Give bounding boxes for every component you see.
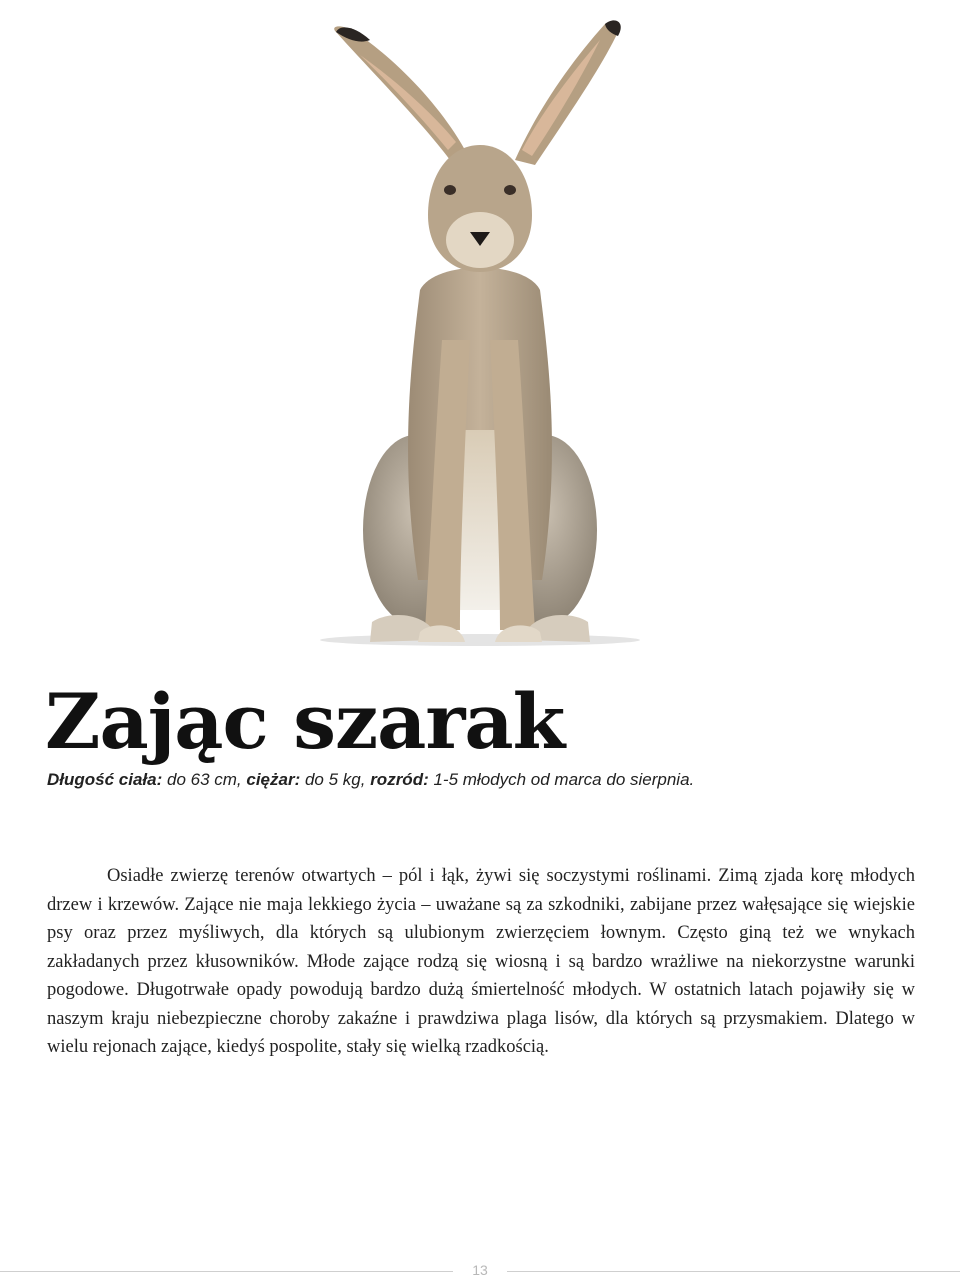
hare-illustration bbox=[300, 10, 660, 660]
stat-length-label: Długość ciała: bbox=[47, 770, 163, 789]
footer-rule-left bbox=[0, 1271, 453, 1272]
page-title: Zając szarak bbox=[45, 677, 565, 766]
stat-weight-value: do 5 kg, bbox=[300, 770, 371, 789]
page-number: 13 bbox=[472, 1262, 488, 1278]
footer-rule-right bbox=[507, 1271, 960, 1272]
stat-breeding-value: 1-5 młodych od marca do sierpnia. bbox=[428, 770, 695, 789]
body-paragraph: Osiadłe zwierzę terenów otwartych – pól i łąk, żywi się soczystymi roślinami. Zimą zjada korę młodych drzew i krzewów. Zające nie maja lekkiego życia – uważane są za szkodniki, zabijane przez wałęsające się wiejskie psy oraz przez myśliwych, dla których są ulubionym zwierzęciem łownym. Często giną też we wnykach zakładanych przez kłusowników. Młode zające rodzą się wiosną i są bardzo wrażliwe na niekorzystne warunki pogodowe. Długotrwałe opady powodują bardzo dużą śmiertelność młodych. W ostatnich latach pojawiły się w naszym kraju niebezpieczne choroby zakaźne i prawdziwa plaga lisów, dla których są przysmakiem. Dlatego w wielu rejonach zające, kiedyś pospolite, stały się wielką rzadkością. bbox=[47, 866, 915, 1057]
stat-length-value: do 63 cm, bbox=[162, 770, 247, 789]
ground-shadow bbox=[320, 634, 640, 646]
stat-breeding-label: rozród: bbox=[370, 770, 429, 789]
stats-line bbox=[47, 768, 694, 792]
stat-weight-label: ciężar: bbox=[246, 770, 301, 789]
